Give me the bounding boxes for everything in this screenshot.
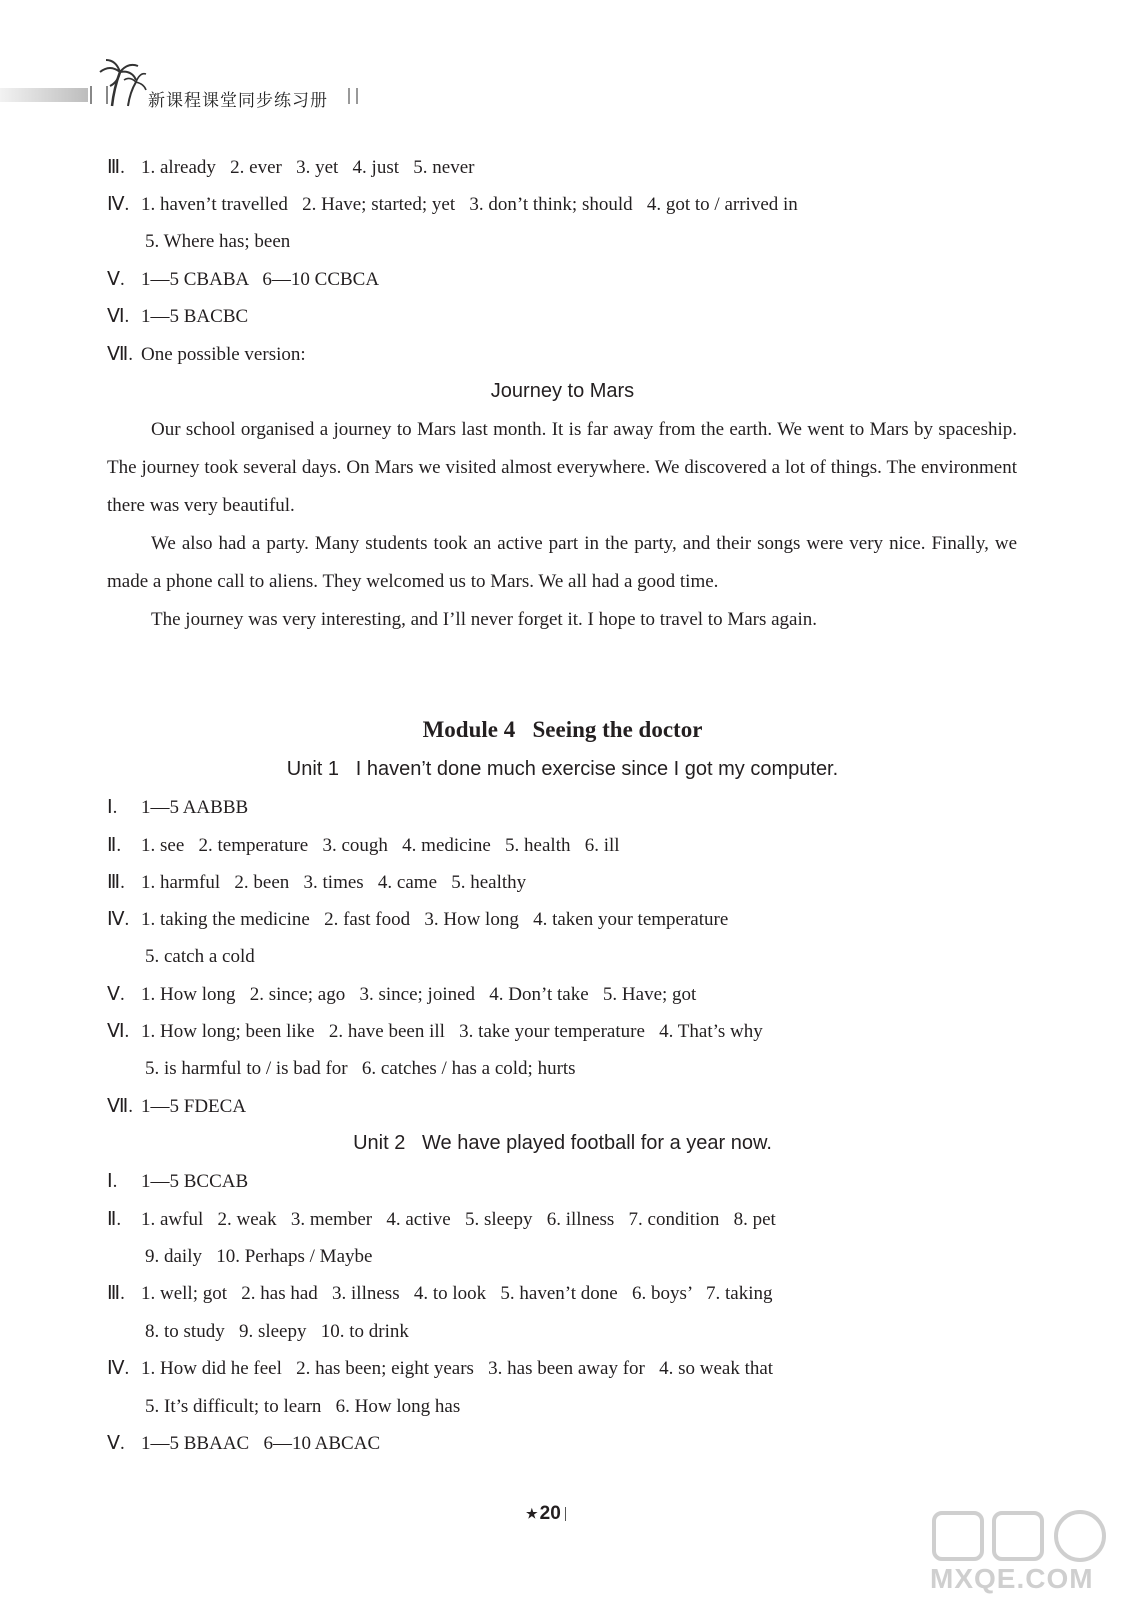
answer-line-continued: 9. daily 10. Perhaps / Maybe — [145, 1246, 373, 1267]
essay-body — [107, 411, 1017, 639]
answer-line: Ⅴ. 1—5 CBABA 6—10 CCBCA — [107, 269, 380, 290]
essay-paragraph: We also had a party. Many students took an active part in the party, and their songs were very nice. Finally, we made a phone call to aliens. They welcomed us to Mars. We all had a good time. — [107, 533, 1017, 592]
footer-divider — [565, 1507, 566, 1521]
header-bar — [0, 88, 88, 102]
watermark-text: MXQE.COM — [930, 1563, 1094, 1594]
unit2-title: Unit 2 We have played football for a year now. — [353, 1132, 772, 1154]
answer-line: Ⅶ. One possible version: — [107, 344, 306, 365]
answer-line: Ⅵ. 1. How long; been like 2. have been ill 3. take your temperature 4. That’s why — [107, 1021, 763, 1042]
unit1-title: Unit 1 I haven’t done much exercise since I got my computer. — [286, 758, 839, 780]
essay-title: Journey to Mars — [490, 380, 635, 402]
answer-line: Ⅴ. 1—5 BBAAC 6—10 ABCAC — [107, 1433, 381, 1454]
answer-line: Ⅴ. 1. How long 2. since; ago 3. since; joined 4. Don’t take 5. Have; got — [107, 984, 697, 1005]
watermark-logo-icon — [930, 1505, 1120, 1565]
module-title: Module 4 Seeing the doctor — [422, 717, 703, 742]
answer-line: Ⅳ. 1. haven’t travelled 2. Have; started; yet 3. don’t think; should 4. got to / arrived in — [107, 194, 798, 215]
essay-paragraph: The journey was very interesting, and I’ll never forget it. I hope to travel to Mars again. — [151, 609, 818, 630]
page-number: 20 — [539, 1503, 561, 1524]
answer-line: Ⅰ. 1—5 BCCAB — [107, 1171, 249, 1192]
header-title: 新课程课堂同步练习册 — [148, 91, 328, 111]
essay-paragraph: Our school organised a journey to Mars last month. It is far away from the earth. We went to Mars by spaceship. The journey took several days. On Mars we visited almost everywhere. We discovered a lot of things. The environment there was very beautiful. — [107, 419, 1017, 516]
answer-line: Ⅲ. 1. already 2. ever 3. yet 4. just 5. never — [107, 157, 475, 178]
answer-line: Ⅳ. 1. How did he feel 2. has been; eight years 3. has been away for 4. so weak that — [107, 1358, 774, 1379]
answer-line-continued: 5. It’s difficult; to learn 6. How long has — [145, 1396, 461, 1417]
answer-line: Ⅳ. 1. taking the medicine 2. fast food 3. How long 4. taken your temperature — [107, 909, 729, 930]
page-header — [0, 56, 420, 116]
answer-line: Ⅲ. 1. well; got 2. has had 3. illness 4. to look 5. haven’t done 6. boys’ 7. taking — [107, 1283, 773, 1304]
palm-tree-icon — [98, 58, 148, 108]
answer-line: Ⅵ. 1—5 BACBC — [107, 306, 249, 327]
answer-line: Ⅱ. 1. see 2. temperature 3. cough 4. medicine 5. health 6. ill — [107, 835, 620, 856]
header-end-divider — [348, 88, 358, 104]
answer-line-continued: 5. is harmful to / is bad for 6. catches / has a cold; hurts — [145, 1058, 576, 1079]
answer-line: Ⅶ. 1—5 FDECA — [107, 1096, 247, 1117]
answer-line-continued: 5. catch a cold — [145, 946, 255, 967]
answer-line: Ⅱ. 1. awful 2. weak 3. member 4. active 5. sleepy 6. illness 7. condition 8. pet — [107, 1209, 776, 1230]
answer-line-continued: 5. Where has; been — [145, 231, 291, 252]
answer-line: Ⅲ. 1. harmful 2. been 3. times 4. came 5. healthy — [107, 872, 527, 893]
watermark — [930, 1505, 1120, 1595]
answer-line-continued: 8. to study 9. sleepy 10. to drink — [145, 1321, 409, 1342]
page-footer — [526, 1503, 566, 1525]
answer-line: Ⅰ. 1—5 AABBB — [107, 797, 249, 818]
star-icon: ★ — [526, 1505, 538, 1521]
